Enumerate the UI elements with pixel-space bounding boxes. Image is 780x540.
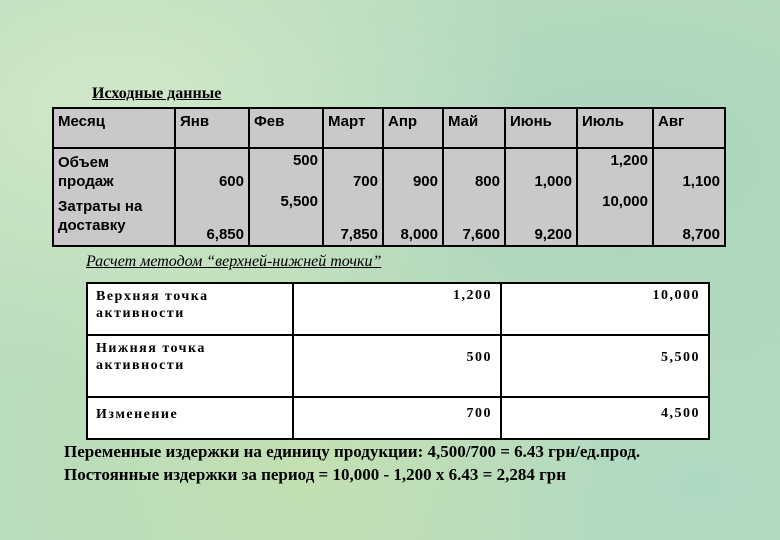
apr-cost: 8,000 <box>400 226 438 243</box>
table-data-row <box>53 148 725 246</box>
header-jan: Янв <box>175 108 249 148</box>
jan-cost: 6,850 <box>206 226 244 243</box>
header-may: Май <box>443 108 505 148</box>
variable-cost-line: Переменные издержки на единицу продукции: 4,500/700 = 6.43 грн/ед.прод. <box>64 442 641 461</box>
low-point-volume: 500 <box>293 335 501 397</box>
jul-cost: 10,000 <box>602 193 648 210</box>
method-heading: Расчет методом “верхней-нижней точки” <box>86 253 382 270</box>
aug-volume: 1,100 <box>682 173 720 190</box>
jun-cost: 9,200 <box>534 226 572 243</box>
aug-cell <box>653 148 725 246</box>
source-data-heading: Исходные данные <box>92 85 222 102</box>
fixed-cost-line: Постоянные издержки за период = 10,000 - 1,200 х 6.43 = 2,284 грн <box>64 465 567 484</box>
header-mar: Март <box>323 108 383 148</box>
table-row <box>87 283 709 335</box>
cost-label: Затраты на доставку <box>58 198 143 234</box>
header-month: Месяц <box>53 108 175 148</box>
summary-text <box>64 440 640 486</box>
feb-cell <box>249 148 323 246</box>
row-labels-cell <box>53 148 175 246</box>
change-cost: 4,500 <box>501 397 709 439</box>
table-row <box>87 335 709 397</box>
feb-cost: 5,500 <box>280 193 318 210</box>
feb-volume: 500 <box>292 152 318 169</box>
apr-volume: 900 <box>412 173 438 190</box>
header-jun: Июнь <box>505 108 577 148</box>
may-volume: 800 <box>474 173 500 190</box>
mar-volume: 700 <box>352 173 378 190</box>
table-header-row <box>53 108 725 148</box>
jan-volume: 600 <box>218 173 244 190</box>
jan-cell <box>175 148 249 246</box>
jul-volume: 1,200 <box>610 152 648 169</box>
header-feb: Фев <box>249 108 323 148</box>
source-data-table <box>52 107 726 247</box>
high-point-volume: 1,200 <box>293 283 501 335</box>
header-apr: Апр <box>383 108 443 148</box>
change-volume: 700 <box>293 397 501 439</box>
change-label: Изменение <box>87 397 293 439</box>
header-aug: Авг <box>653 108 725 148</box>
low-point-cost: 5,500 <box>501 335 709 397</box>
jul-cell <box>577 148 653 246</box>
high-point-label: Верхняя точка активности <box>87 283 293 335</box>
volume-label: Объем продаж <box>58 154 114 190</box>
header-jul: Июль <box>577 108 653 148</box>
table-row <box>87 397 709 439</box>
may-cell <box>443 148 505 246</box>
low-point-label: Нижняя точка активности <box>87 335 293 397</box>
mar-cell <box>323 148 383 246</box>
apr-cell <box>383 148 443 246</box>
high-point-cost: 10,000 <box>501 283 709 335</box>
high-low-table <box>86 282 710 440</box>
aug-cost: 8,700 <box>682 226 720 243</box>
jun-volume: 1,000 <box>534 173 572 190</box>
may-cost: 7,600 <box>462 226 500 243</box>
jun-cell <box>505 148 577 246</box>
mar-cost: 7,850 <box>340 226 378 243</box>
